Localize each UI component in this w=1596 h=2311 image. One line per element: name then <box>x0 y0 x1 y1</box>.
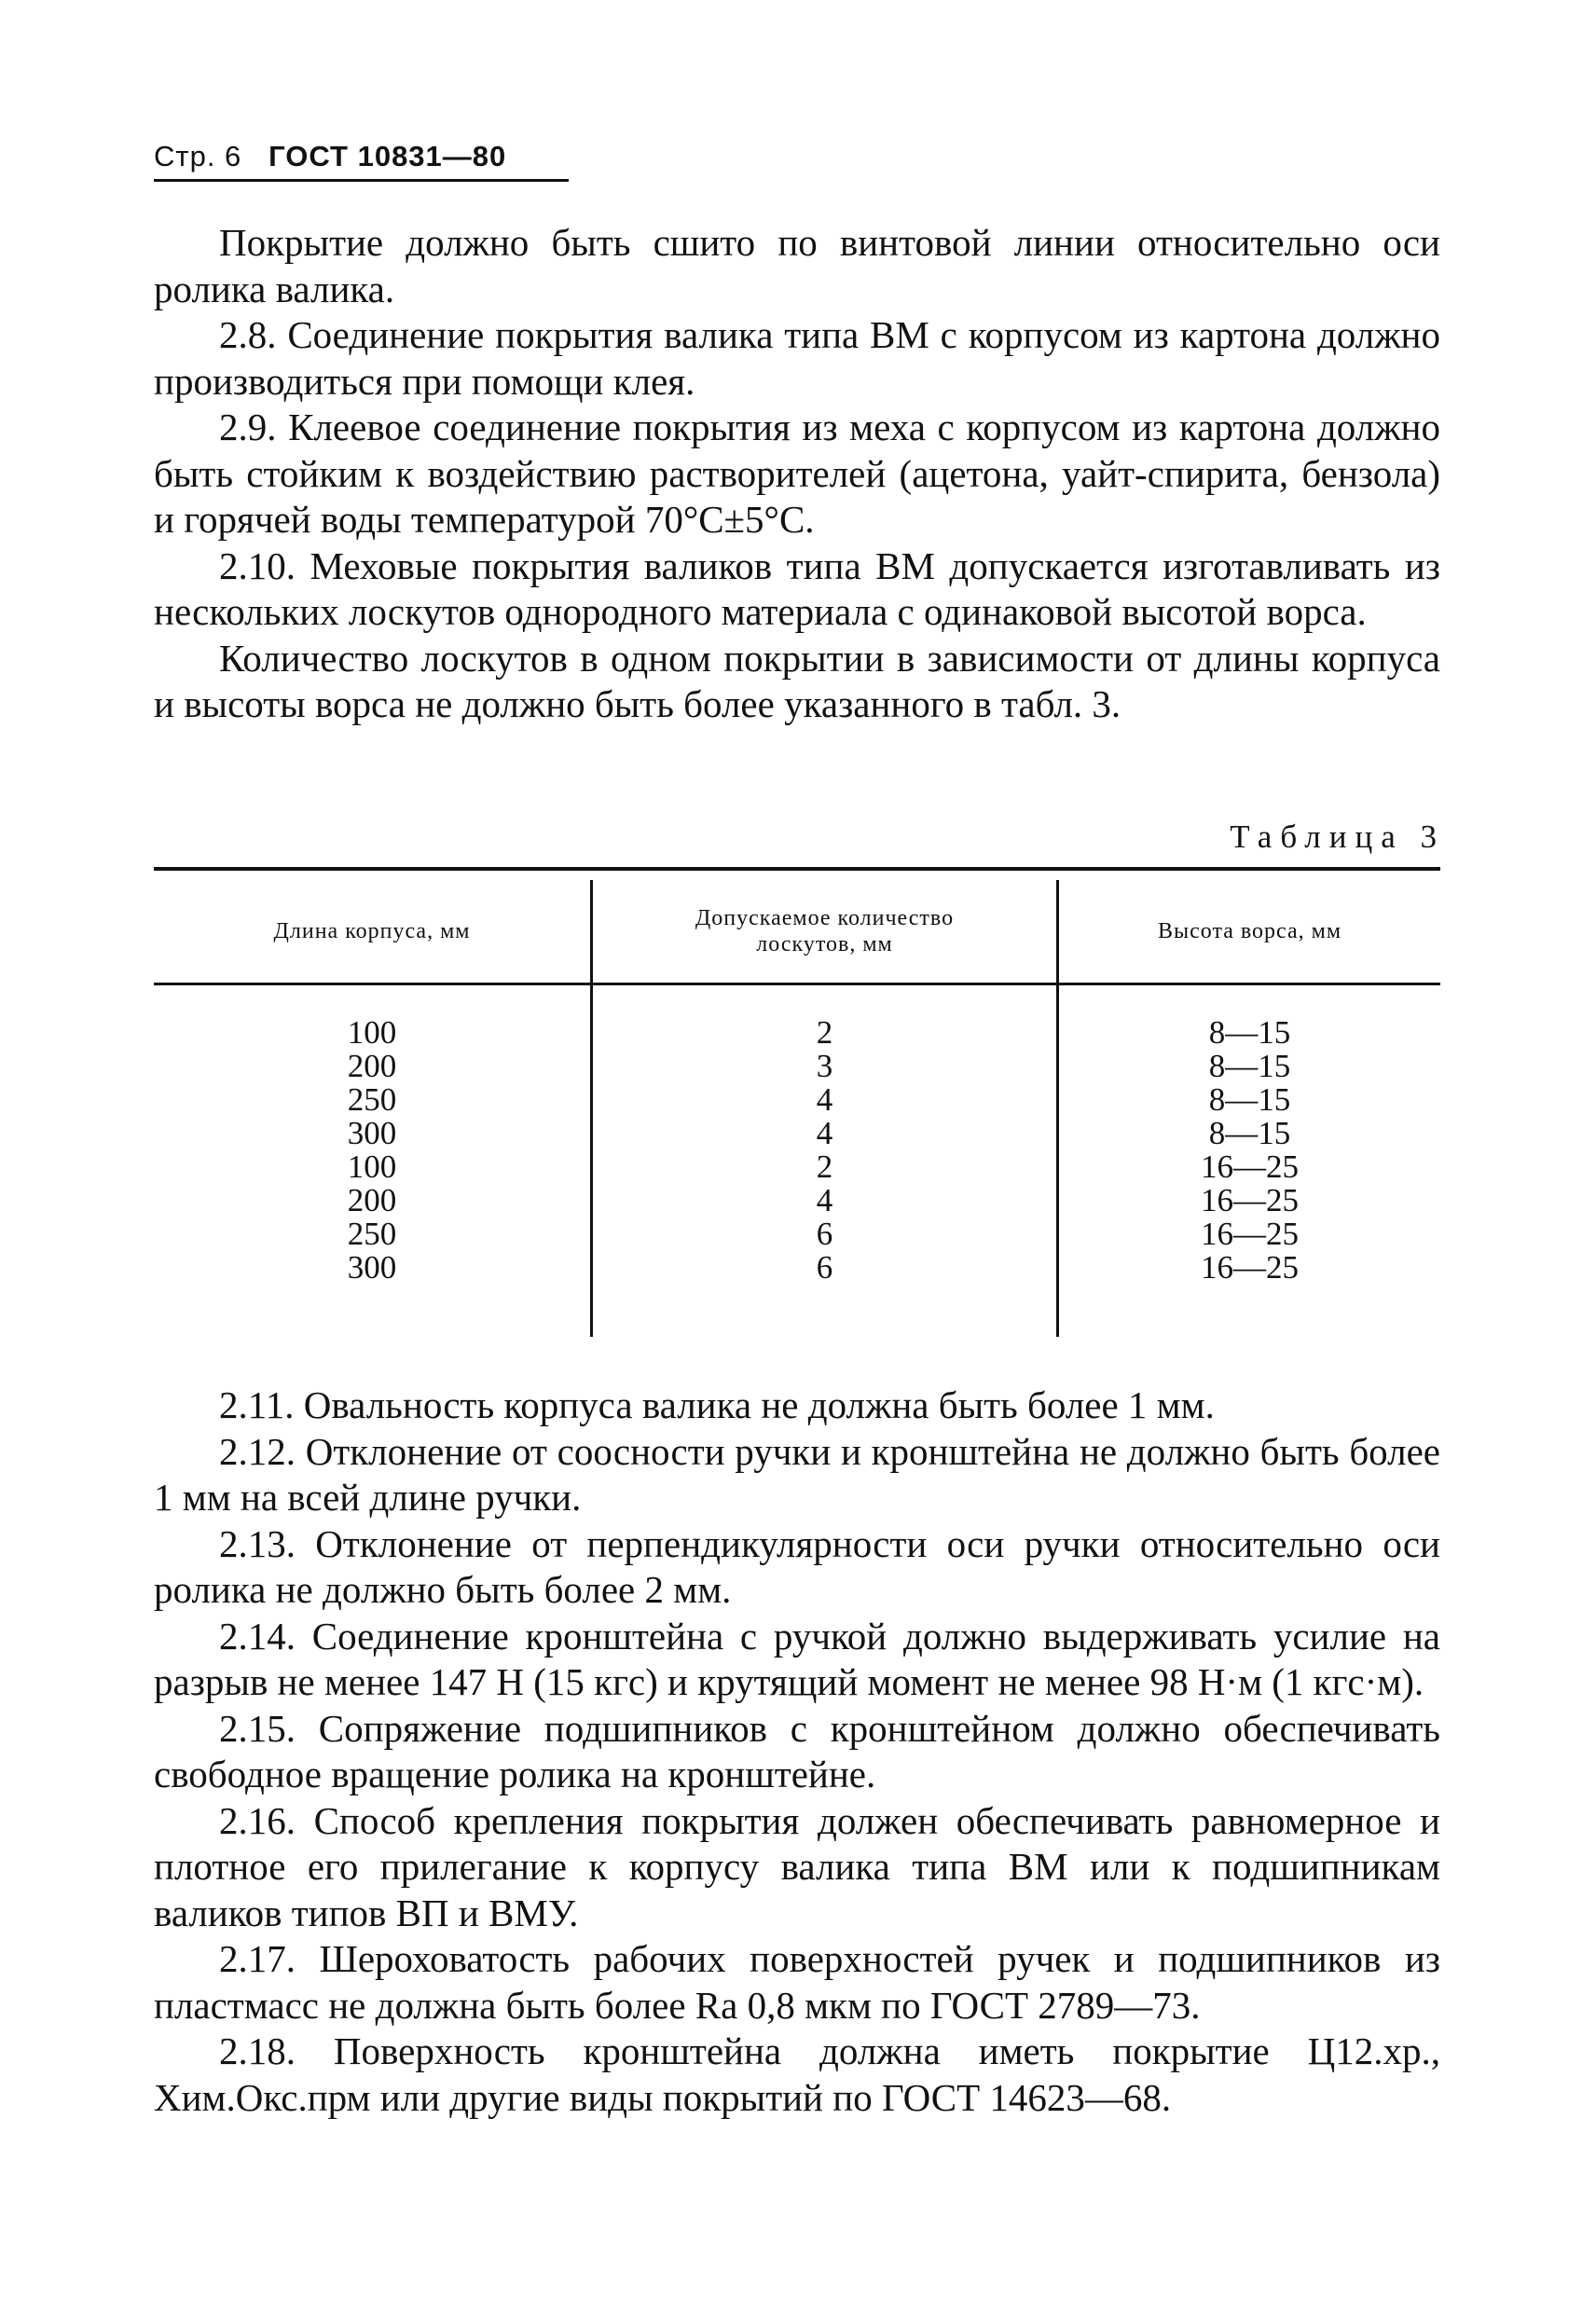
table-cell: 8—15 <box>1208 1048 1291 1084</box>
paragraph-2-9: 2.9. Клеевое соединение покрытия из меха с корпусом из картона должно быть стойким к воздействию растворителей (ацетона, уайт-спирита, бензола) и горячей воды температурой 70°C±5°C. <box>154 406 1440 541</box>
paragraph-2-14: 2.14. Соединение кронштейна с ручкой должно выдерживать усилие на разрыв не менее 147 Н (15 кгс) и крутящий момент не менее 98 Н·м (1 кгс·м). <box>154 1614 1440 1703</box>
table-cell: 4 <box>816 1081 833 1118</box>
table-cell: 200 <box>347 1182 397 1218</box>
table-3 <box>154 867 1440 1337</box>
paragraph-2-12: 2.12. Отклонение от соосности ручки и кронштейна не должно быть более 1 мм на всей длине ручки. <box>154 1429 1440 1519</box>
column-header-count-text: Допускаемое количество лоскутов, мм <box>695 906 955 956</box>
table-cell: 100 <box>347 1149 397 1185</box>
table-cell: 8—15 <box>1208 1081 1291 1118</box>
column-height-values <box>1059 1016 1440 1285</box>
standard-number: ГОСТ 10831—80 <box>268 140 507 172</box>
column-length-values <box>154 1016 590 1285</box>
paragraph-2-11: 2.11. Овальность корпуса валика не должна быть более 1 мм. <box>219 1383 1215 1426</box>
table-cell: 16—25 <box>1201 1149 1299 1185</box>
table-title: Таблица 3 <box>1230 818 1445 855</box>
table-cell: 6 <box>816 1216 833 1252</box>
paragraph-2-13: 2.13. Отклонение от перпендикулярности оси ручки относительно оси ролика не должно быть более 2 мм. <box>154 1521 1440 1611</box>
table-cell: 4 <box>816 1182 833 1218</box>
column-header-length: Длина корпуса, мм <box>273 919 471 943</box>
column-count-values <box>593 1016 1056 1285</box>
table-cell: 16—25 <box>1201 1182 1299 1218</box>
paragraph-2-8: 2.8. Соединение покрытия валика типа ВМ с корпусом из картона должно производиться при помощи клея. <box>154 313 1440 403</box>
upper-text-block <box>154 220 1440 728</box>
paragraph-2-17: 2.17. Шероховатость рабочих поверхностей ручек и подшипников из пластмасс не должна быть более Ra 0,8 мкм по ГОСТ 2789—73. <box>154 1937 1440 2027</box>
page-header <box>154 140 569 182</box>
page-number: Стр. 6 <box>154 140 242 172</box>
column-header-count <box>593 880 1056 983</box>
table-cell: 2 <box>816 1014 833 1051</box>
table-cell: 250 <box>347 1216 397 1252</box>
table-cell: 4 <box>816 1115 833 1151</box>
table-cell: 300 <box>347 1115 397 1151</box>
table-cell: 100 <box>347 1014 397 1051</box>
table-cell: 6 <box>816 1249 833 1286</box>
paragraph-patch-count: Количество лоскутов в одном покрытии в зависимости от длины корпуса и высоты ворса не должно быть более указанного в табл. 3. <box>154 636 1440 725</box>
lower-text-block <box>154 1382 1440 2121</box>
table-cell: 8—15 <box>1208 1014 1291 1051</box>
table-cell: 3 <box>816 1048 833 1084</box>
table-cell: 200 <box>347 1048 397 1084</box>
table-cell: 300 <box>347 1249 397 1286</box>
paragraph-intro: Покрытие должно быть сшито по винтовой линии относительно оси ролика валика. <box>154 221 1440 310</box>
table-cell: 8—15 <box>1208 1115 1291 1151</box>
paragraph-2-16: 2.16. Способ крепления покрытия должен обеспечивать равномерное и плотное его прилегание к корпусу валика типа ВМ или к подшипникам валиков типов ВП и ВМУ. <box>154 1798 1440 1934</box>
table-cell: 2 <box>816 1149 833 1185</box>
paragraph-2-10: 2.10. Меховые покрытия валиков типа ВМ допускается изготавливать из нескольких лоскутов однородного материала с одинаковой высотой ворса. <box>154 543 1440 633</box>
table-cell: 16—25 <box>1201 1249 1299 1286</box>
header-rule <box>154 983 1440 985</box>
table-cell: 250 <box>347 1081 397 1118</box>
paragraph-2-18: 2.18. Поверхность кронштейна должна иметь покрытие Ц12.хр., Хим.Окс.прм или другие виды покрытий по ГОСТ 14623—68. <box>154 2029 1440 2119</box>
column-header-height: Высота ворса, мм <box>1157 919 1342 943</box>
paragraph-2-15: 2.15. Сопряжение подшипников с кронштейном должно обеспечивать свободное вращение ролика на кронштейне. <box>154 1706 1440 1795</box>
table-cell: 16—25 <box>1201 1216 1299 1252</box>
